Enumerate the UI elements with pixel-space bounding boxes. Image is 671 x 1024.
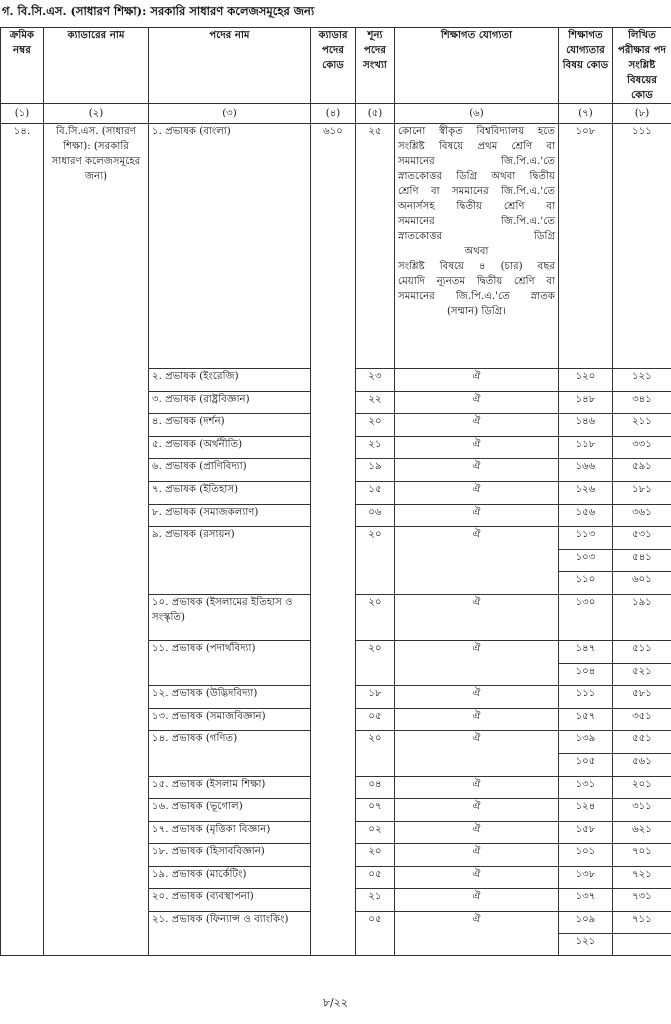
qualification-line: (সম্মান) ডিগ্রি। bbox=[446, 306, 507, 317]
column-number: (২) bbox=[44, 104, 149, 124]
exam-subject-code: ২১১ bbox=[613, 414, 671, 437]
post-name: ৭. প্রভাষক (ইতিহাস) bbox=[149, 481, 311, 504]
exam-subject-code: ১২১ bbox=[613, 369, 671, 392]
qualification-code: ১৩১ bbox=[559, 776, 613, 799]
qualification-code: ১৫৭ bbox=[559, 708, 613, 731]
qualification-code: ১২৪ bbox=[559, 799, 613, 822]
column-header: শিক্ষাগত যোগ্যতার বিষয় কোড bbox=[559, 28, 613, 104]
exam-subject-code: ৩৫১ bbox=[613, 708, 671, 731]
exam-subject-code: ৫৬১ bbox=[613, 753, 671, 776]
qualification-code: ১০৫ bbox=[559, 753, 613, 776]
qualification-text bbox=[395, 124, 559, 369]
qualification-line: সমমানের জি.পি.এ.'তে bbox=[398, 156, 555, 167]
exam-subject-code: ৭২১ bbox=[613, 866, 671, 889]
qualification-code: ১৪৮ bbox=[559, 391, 613, 414]
vacancy-count: ১৯ bbox=[356, 459, 395, 482]
column-number-row bbox=[1, 104, 671, 124]
post-name: ৫. প্রভাষক (অর্থনীতি) bbox=[149, 436, 311, 459]
qualification-ditto: ঐ bbox=[395, 799, 559, 822]
vacancy-count: ২৫ bbox=[356, 124, 395, 369]
column-number: (৩) bbox=[149, 104, 311, 124]
post-name: ১৫. প্রভাষক (ইসলাম শিক্ষা) bbox=[149, 776, 311, 799]
exam-subject-code: ৭৩১ bbox=[613, 889, 671, 912]
exam-subject-code: ৭১১ bbox=[613, 912, 671, 934]
qualification-code: ১২৬ bbox=[559, 481, 613, 504]
vacancy-count: ২০ bbox=[356, 527, 395, 595]
exam-subject-code: ৫৪১ bbox=[613, 549, 671, 572]
recruitment-table bbox=[0, 27, 671, 956]
page-number: ৮/২২ bbox=[322, 996, 349, 1009]
exam-subject-code: ৩৬১ bbox=[613, 504, 671, 527]
vacancy-count: ০৪ bbox=[356, 776, 395, 799]
vacancy-count: ২০ bbox=[356, 640, 395, 685]
qualification-line: মেয়াদি ন্যূনতম দ্বিতীয় শ্রেণি বা bbox=[398, 276, 555, 287]
vacancy-count: ০৫ bbox=[356, 866, 395, 889]
qualification-ditto: ঐ bbox=[395, 436, 559, 459]
table-row bbox=[1, 124, 671, 369]
vacancy-count: ১৮ bbox=[356, 686, 395, 709]
vacancy-count: ০৫ bbox=[356, 912, 395, 956]
qualification-ditto: ঐ bbox=[395, 391, 559, 414]
cadre-name: বি.সি.এস. (সাধারণ শিক্ষা): (সরকারি সাধারণ কলেজসমূহের জন্য) bbox=[44, 124, 149, 956]
qualification-ditto: ঐ bbox=[395, 708, 559, 731]
qualification-ditto: ঐ bbox=[395, 369, 559, 392]
qualification-code: ১০৩ bbox=[559, 549, 613, 572]
exam-subject-code: ৫৯১ bbox=[613, 459, 671, 482]
post-name: ১৩. প্রভাষক (সমাজবিজ্ঞান) bbox=[149, 708, 311, 731]
post-name: ৬. প্রভাষক (প্রাণিবিদ্যা) bbox=[149, 459, 311, 482]
qualification-code: ১১০ bbox=[559, 572, 613, 595]
exam-subject-code: ৬০১ bbox=[613, 572, 671, 595]
qualification-code: ১০৮ bbox=[559, 124, 613, 369]
exam-subject-code: ৫১১ bbox=[613, 640, 671, 663]
post-name: ১৭. প্রভাষক (মৃত্তিকা বিজ্ঞান) bbox=[149, 821, 311, 844]
column-header: ক্যাডারের নাম bbox=[44, 28, 149, 104]
qualification-code: ১২০ bbox=[559, 369, 613, 392]
exam-subject-code: ৫৫১ bbox=[613, 731, 671, 754]
vacancy-count: ২০ bbox=[356, 731, 395, 776]
post-name: ২১. প্রভাষক (ফিন্যান্স ও ব্যাংকিং) bbox=[149, 912, 311, 956]
exam-subject-code: ৩১১ bbox=[613, 799, 671, 822]
exam-subject-code bbox=[613, 934, 671, 956]
qualification-line: সংশ্লিষ্ট বিষয়ে ৪ (চার) বছর bbox=[398, 261, 555, 272]
qualification-line: অনার্সসহ দ্বিতীয় শ্রেণি বা bbox=[398, 201, 555, 212]
column-header: লিখিত পরীক্ষার পদ সংশ্লিষ্ট বিষয়ের কোড bbox=[613, 28, 671, 104]
vacancy-count: ১৫ bbox=[356, 481, 395, 504]
column-number: (৮) bbox=[613, 104, 671, 124]
post-name: ১২. প্রভাষক (উদ্ভিদবিদ্যা) bbox=[149, 686, 311, 709]
exam-subject-code: ২০১ bbox=[613, 776, 671, 799]
qualification-code: ১০৪ bbox=[559, 663, 613, 686]
qualification-code: ১০১ bbox=[559, 844, 613, 867]
post-name: ৩. প্রভাষক (রাষ্ট্রবিজ্ঞান) bbox=[149, 391, 311, 414]
post-name: ১৬. প্রভাষক (ভূগোল) bbox=[149, 799, 311, 822]
post-name: ১৮. প্রভাষক (হিসাববিজ্ঞান) bbox=[149, 844, 311, 867]
vacancy-count: ২২ bbox=[356, 391, 395, 414]
qualification-line: শ্রেণি বা সমমানের জি.পি.এ.'তে bbox=[398, 186, 555, 197]
post-name: ২. প্রভাষক (ইংরেজি) bbox=[149, 369, 311, 392]
post-name: ২০. প্রভাষক (ব্যবস্থাপনা) bbox=[149, 889, 311, 912]
qualification-line: সংশ্লিষ্ট বিষয়ে প্রথম শ্রেণি বা bbox=[398, 141, 555, 152]
qualification-ditto: ঐ bbox=[395, 481, 559, 504]
post-name: ১০. প্রভাষক (ইসলামের ইতিহাস ও সংস্কৃতি) bbox=[149, 594, 311, 640]
qualification-line: স্নাতকোত্তর ডিগ্রি অথবা দ্বিতীয় bbox=[398, 171, 555, 182]
qualification-code: ১৫৮ bbox=[559, 821, 613, 844]
qualification-ditto: ঐ bbox=[395, 731, 559, 776]
column-number: (৪) bbox=[311, 104, 356, 124]
exam-subject-code: ১৮১ bbox=[613, 481, 671, 504]
qualification-code: ১৫৬ bbox=[559, 504, 613, 527]
column-header: ক্রমিক নম্বর bbox=[1, 28, 44, 104]
vacancy-count: ২১ bbox=[356, 436, 395, 459]
qualification-line: সমমানের জি.পি.এ.'তে bbox=[398, 216, 555, 227]
qualification-code: ১৬৬ bbox=[559, 459, 613, 482]
qualification-ditto: ঐ bbox=[395, 912, 559, 956]
qualification-line: স্নাতকোত্তর ডিগ্রি bbox=[398, 231, 555, 242]
serial-number: ১৪. bbox=[1, 124, 44, 956]
exam-subject-code: ৬২১ bbox=[613, 821, 671, 844]
column-header: শিক্ষাগত যোগ্যতা bbox=[395, 28, 559, 104]
exam-subject-code: ৫২১ bbox=[613, 663, 671, 686]
post-name: ১৪. প্রভাষক (গণিত) bbox=[149, 731, 311, 776]
vacancy-count: ২১ bbox=[356, 889, 395, 912]
qualification-ditto: ঐ bbox=[395, 866, 559, 889]
qualification-ditto: ঐ bbox=[395, 640, 559, 685]
table-header-row bbox=[1, 28, 671, 104]
qualification-line: সমমানের জি.পি.এ.'তে স্নাতক bbox=[398, 291, 555, 302]
qualification-ditto: ঐ bbox=[395, 889, 559, 912]
vacancy-count: ২০ bbox=[356, 414, 395, 437]
qualification-ditto: ঐ bbox=[395, 504, 559, 527]
post-name: ৪. প্রভাষক (দর্শন) bbox=[149, 414, 311, 437]
vacancy-count: ০৫ bbox=[356, 708, 395, 731]
exam-subject-code: ৫৮১ bbox=[613, 686, 671, 709]
post-name: ১৯. প্রভাষক (মার্কেটিং) bbox=[149, 866, 311, 889]
exam-subject-code: ৩৩১ bbox=[613, 436, 671, 459]
qualification-code: ১৩৭ bbox=[559, 889, 613, 912]
vacancy-count: ২০ bbox=[356, 594, 395, 640]
column-header: ক্যাডার পদের কোড bbox=[311, 28, 356, 104]
qualification-code: ১১১ bbox=[559, 686, 613, 709]
post-name: ৮. প্রভাষক (সমাজকল্যাণ) bbox=[149, 504, 311, 527]
exam-subject-code: ৫৩১ bbox=[613, 527, 671, 550]
column-number: (৬) bbox=[395, 104, 559, 124]
vacancy-count: ০৬ bbox=[356, 504, 395, 527]
qualification-ditto: ঐ bbox=[395, 686, 559, 709]
qualification-line: কোনো স্বীকৃত বিশ্ববিদ্যালয় হতে bbox=[398, 126, 555, 137]
qualification-code: ১৩৮ bbox=[559, 866, 613, 889]
qualification-ditto: ঐ bbox=[395, 594, 559, 640]
qualification-ditto: ঐ bbox=[395, 821, 559, 844]
exam-subject-code: ১৯১ bbox=[613, 594, 671, 640]
column-number: (৭) bbox=[559, 104, 613, 124]
post-name: ৯. প্রভাষক (রসায়ন) bbox=[149, 527, 311, 595]
vacancy-count: ০৭ bbox=[356, 799, 395, 822]
exam-subject-code: ১১১ bbox=[613, 124, 671, 369]
exam-subject-code: ৩৪১ bbox=[613, 391, 671, 414]
exam-subject-code: ৭০১ bbox=[613, 844, 671, 867]
vacancy-count: ০২ bbox=[356, 821, 395, 844]
qualification-code: ১৩০ bbox=[559, 594, 613, 640]
qualification-code: ১০৯ bbox=[559, 912, 613, 934]
qualification-code: ১৩৯ bbox=[559, 731, 613, 754]
column-number: (৫) bbox=[356, 104, 395, 124]
qualification-code: ১২১ bbox=[559, 934, 613, 956]
column-header: পদের নাম bbox=[149, 28, 311, 104]
qualification-code: ১১৩ bbox=[559, 527, 613, 550]
qualification-ditto: ঐ bbox=[395, 459, 559, 482]
qualification-ditto: ঐ bbox=[395, 527, 559, 595]
vacancy-count: ২৩ bbox=[356, 369, 395, 392]
qualification-ditto: ঐ bbox=[395, 844, 559, 867]
vacancy-count: ২০ bbox=[356, 844, 395, 867]
qualification-code: ১৪৬ bbox=[559, 414, 613, 437]
qualification-code: ১৪৭ bbox=[559, 640, 613, 663]
column-header: শূন্য পদের সংখ্যা bbox=[356, 28, 395, 104]
qualification-ditto: ঐ bbox=[395, 776, 559, 799]
column-number: (১) bbox=[1, 104, 44, 124]
cadre-code: ৬১০ bbox=[311, 124, 356, 956]
page-heading: গ. বি.সি.এস. (সাধারণ শিক্ষা): সরকারি সাধারণ কলেজসমূহের জন্য bbox=[2, 4, 315, 18]
post-name: ১. প্রভাষক (বাংলা) bbox=[149, 124, 311, 369]
qualification-ditto: ঐ bbox=[395, 414, 559, 437]
qualification-code: ১১৮ bbox=[559, 436, 613, 459]
qualification-line: অথবা bbox=[464, 246, 489, 257]
post-name: ১১. প্রভাষক (পদার্থবিদ্যা) bbox=[149, 640, 311, 685]
